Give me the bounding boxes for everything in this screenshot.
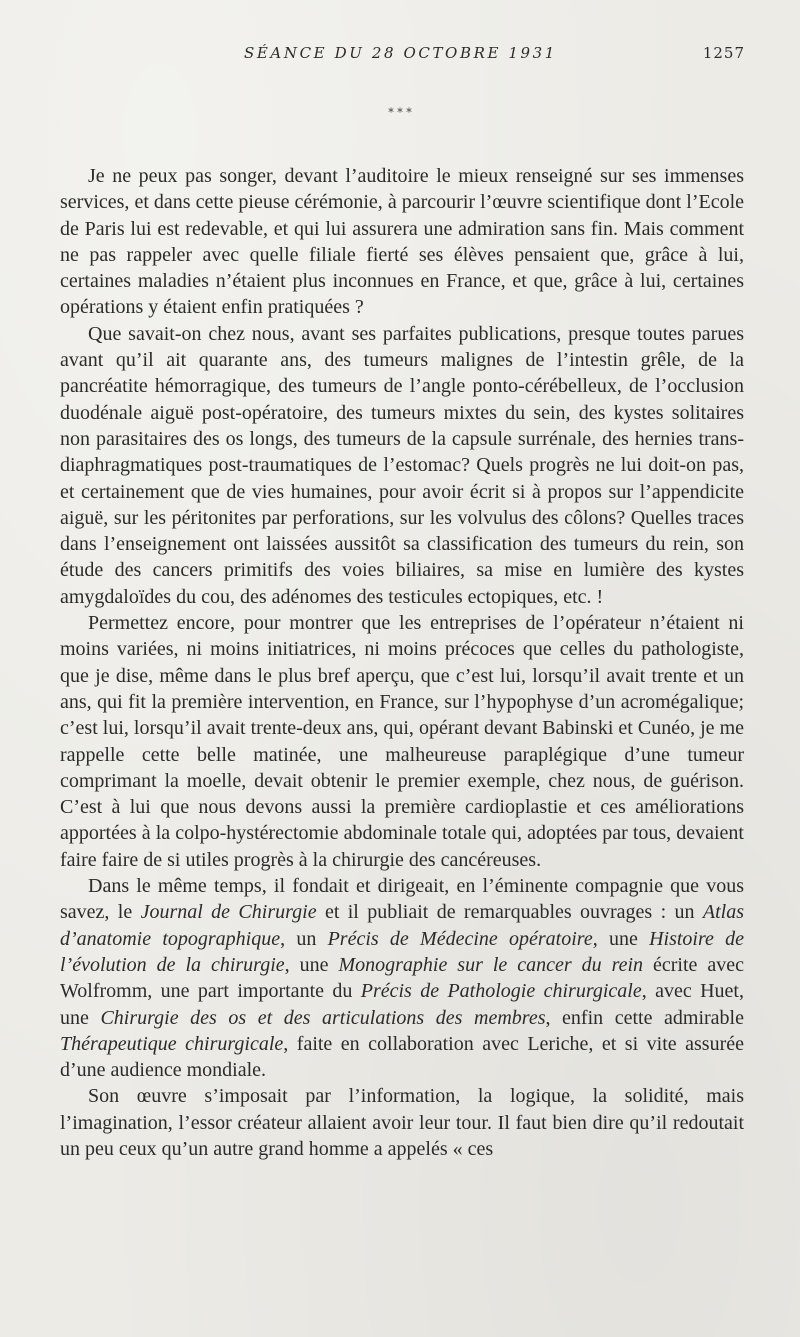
italic-title: Précis de Pathologie chirurgicale: [360, 980, 642, 1003]
text-run: , enfin cette admirable: [545, 1006, 744, 1029]
text-run: , avec Huet, une: [60, 980, 744, 1029]
text-run: Dans le même temps, il fondait et dirigeait, en l’éminente compagnie que vous savez, le: [60, 875, 744, 924]
text-run: Que savait-on chez nous, avant ses parfaites publications, presque toutes parues avant qu’il ait quarante ans, des tumeurs malignes de l’intestin grêle, de la pancréatite hémorragique, des tumeurs de l’angle ponto-cérébelleux, de l’occlusion duodénale aiguë post-opératoire, des tumeurs mixtes du sein, des kystes solitaires non parasitaires des os longs, des tumeurs de la capsule surrénale, des hernies trans-diaphragmatiques post-traumatiques de l’estomac? Quels progrès ne lui doit-on pas, et certainement que de vies humaines, pour avoir écrit si à propos sur l’appendicite aiguë, sur les péritonites par perforations, sur les volvulus des côlons? Quelles traces dans l’enseignement ont laissées aussitôt sa classification des tumeurs du rein, son étude des cancers primitifs des voies biliaires, sa mise en lumière des kystes amygdaloïdes du cou, des adénomes des testicules ectopiques, etc. !: [60, 322, 744, 608]
text-run: Je ne peux pas songer, devant l’auditoire le mieux renseigné sur ses immenses services, et dans cette pieuse cérémonie, à parcourir l’œuvre scientifique dont l’Ecole de Paris lui est redevable, et qui lui assurera une admiration sans fin. Mais comment ne pas rappeler avec quelle filiale fierté ses élèves pensaient que, grâce à lui, certaines maladies n’étaient plus inconnues en France, et que, grâce à lui, certaines opérations y étaient enfin pratiquées ?: [60, 165, 744, 319]
running-title: SÉANCE DU 28 OCTOBRE 1931: [244, 44, 557, 62]
italic-title: Précis de Médecine opératoire: [327, 927, 593, 950]
italic-title: Thérapeutique chirurgicale: [60, 1032, 284, 1055]
italic-title: Journal de Chirurgie: [140, 901, 317, 924]
text-run: , un: [280, 927, 328, 950]
italic-title: Chirurgie des os et des articulations des membres: [100, 1006, 546, 1029]
paragraph: [60, 873, 744, 1083]
paragraph: [60, 321, 744, 610]
text-run: , une: [284, 953, 339, 976]
text-run: , une: [592, 927, 650, 950]
page-number: 1257: [702, 44, 745, 62]
italic-title: Monographie sur le cancer du rein: [338, 953, 644, 976]
paragraph: [60, 1083, 744, 1162]
section-ornament: [380, 108, 420, 118]
paragraph: [60, 163, 744, 321]
italic-title: Histoire de l’évolution de la chirurgie: [60, 927, 744, 976]
asterism-icon: * * *: [388, 106, 412, 119]
text-run: et il publiait de remarquables ouvrages : un: [316, 901, 703, 924]
paragraph: [60, 610, 744, 873]
text-run: Permettez encore, pour montrer que les entreprises de l’opérateur n’étaient ni moins variées, ni moins initiatrices, ni moins précoces que celles du pathologiste, que je dise, même dans le plus bref aperçu, que c’est lui, lorsqu’il avait trente et un ans, qui fit la première intervention, en France, sur l’hypophyse d’un acromégalique; c’est lui, lorsqu’il avait trente-deux ans, qui, opérant devant Babinski et Cunéo, je me rappelle cette belle matinée, une malheureuse paraplégique d’une tumeur comprimant la moelle, devait obtenir le premier exemple, chez nous, de guérison. C’est à lui que nous devons aussi la première cardioplastie et ces améliorations apportées à la colpo-hystérectomie abdominale totale qui, adoptées par tous, devaient faire faire de si utiles progrès à la chirurgie des cancéreuses.: [60, 612, 744, 871]
text-run: , faite en collaboration avec Leriche, et si vite assurée d’une audience mondiale.: [60, 1032, 744, 1082]
text-run: écrite avec Wolfromm, une part importante du: [60, 953, 745, 1003]
body-text: [60, 163, 744, 1162]
italic-title: Atlas d’anatomie topographique: [60, 901, 744, 950]
text-run: Son œuvre s’imposait par l’information, la logique, la solidité, mais l’imagination, l’essor créateur allaient avoir leur tour. Il faut bien dire qu’il redoutait un peu ceux qu’un autre grand homme a appelés « ces: [60, 1085, 744, 1160]
